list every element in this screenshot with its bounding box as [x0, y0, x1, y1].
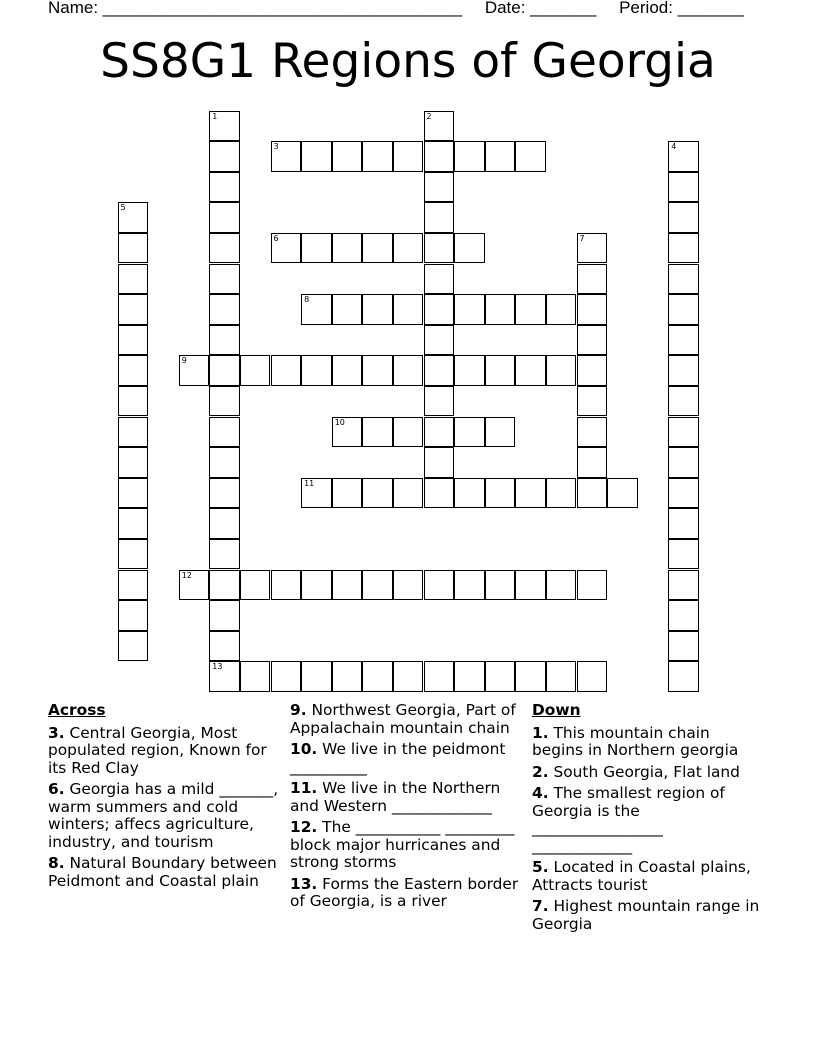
clue-down-4: 4. The smallest region of Georgia is the _________________ _____________ — [532, 784, 725, 855]
grid-cell[interactable] — [485, 355, 516, 386]
grid-cell[interactable] — [209, 478, 240, 509]
clue-number: 1 — [212, 111, 218, 121]
grid-cell[interactable] — [485, 141, 516, 172]
grid-cell[interactable] — [118, 539, 149, 570]
grid-cell[interactable] — [332, 570, 363, 601]
grid-cell[interactable] — [271, 661, 302, 692]
grid-cell[interactable] — [485, 417, 516, 448]
grid-cell[interactable] — [668, 202, 699, 233]
grid-cell[interactable] — [515, 355, 546, 386]
grid-cell[interactable] — [118, 508, 149, 539]
grid-cell[interactable] — [577, 325, 608, 356]
grid-cell[interactable] — [362, 478, 393, 509]
clue-number: 8 — [304, 295, 310, 305]
grid-cell[interactable] — [577, 233, 608, 264]
grid-cell[interactable] — [424, 386, 455, 417]
grid-cell[interactable] — [271, 570, 302, 601]
grid-cell[interactable] — [577, 417, 608, 448]
clue-across-8: 8. Natural Boundary between Peidmont and Coastal plain — [48, 854, 277, 890]
grid-cell[interactable] — [332, 417, 363, 448]
grid-cell[interactable] — [118, 386, 149, 417]
grid-cell[interactable] — [179, 355, 210, 386]
grid-cell[interactable] — [209, 570, 240, 601]
grid-cell[interactable] — [362, 141, 393, 172]
grid-cell[interactable] — [209, 631, 240, 662]
grid-cell[interactable] — [424, 264, 455, 295]
grid-cell[interactable] — [362, 417, 393, 448]
grid-cell[interactable] — [546, 294, 577, 325]
grid-cell[interactable] — [301, 141, 332, 172]
grid-cell[interactable] — [209, 355, 240, 386]
clue-across-6: 6. Georgia has a mild _______, warm summers and cold winters; affecs agriculture, industry, and tourism — [48, 780, 279, 851]
grid-cell[interactable] — [301, 661, 332, 692]
clue-number: 9 — [181, 356, 187, 366]
grid-cell[interactable] — [209, 447, 240, 478]
clue-number: 10 — [334, 417, 345, 427]
grid-cell[interactable] — [332, 355, 363, 386]
page-title: SS8G1 Regions of Georgia — [100, 34, 716, 89]
grid-cell[interactable] — [668, 478, 699, 509]
grid-cell[interactable] — [546, 570, 577, 601]
grid-cell[interactable] — [118, 631, 149, 662]
grid-cell[interactable] — [424, 478, 455, 509]
down-heading: Down — [532, 701, 581, 719]
grid-cell[interactable] — [362, 294, 393, 325]
grid-cell[interactable] — [301, 233, 332, 264]
grid-cell[interactable] — [362, 355, 393, 386]
grid-cell[interactable] — [668, 447, 699, 478]
grid-cell[interactable] — [515, 661, 546, 692]
grid-cell[interactable] — [393, 294, 424, 325]
clue-across-3: 3. Central Georgia, Most populated region, Known for its Red Clay — [48, 723, 267, 777]
grid-cell[interactable] — [668, 294, 699, 325]
clue-across-13: 13. Forms the Eastern border of Georgia, is a river — [290, 874, 519, 910]
grid-cell[interactable] — [362, 233, 393, 264]
down-clues-column — [532, 702, 764, 937]
clue-number: 12 — [181, 570, 192, 580]
grid-cell[interactable] — [424, 417, 455, 448]
grid-cell[interactable] — [668, 233, 699, 264]
grid-cell[interactable] — [668, 355, 699, 386]
grid-cell[interactable] — [668, 508, 699, 539]
grid-cell[interactable] — [485, 661, 516, 692]
grid-cell[interactable] — [118, 233, 149, 264]
grid-cell[interactable] — [454, 141, 485, 172]
grid-cell[interactable] — [332, 233, 363, 264]
grid-cell[interactable] — [668, 141, 699, 172]
grid-cell[interactable] — [668, 570, 699, 601]
grid-cell[interactable] — [301, 355, 332, 386]
period-field-label[interactable]: Period: _______ — [619, 0, 744, 17]
grid-cell[interactable] — [607, 478, 638, 509]
grid-cell[interactable] — [424, 447, 455, 478]
grid-cell[interactable] — [424, 661, 455, 692]
grid-cell[interactable] — [668, 600, 699, 631]
grid-cell[interactable] — [668, 386, 699, 417]
clue-number: 7 — [579, 233, 585, 243]
grid-cell[interactable] — [515, 294, 546, 325]
across-clues-column-2 — [290, 702, 522, 915]
grid-cell[interactable] — [424, 202, 455, 233]
grid-cell[interactable] — [240, 355, 271, 386]
grid-cell[interactable] — [209, 233, 240, 264]
grid-cell[interactable] — [332, 661, 363, 692]
grid-cell[interactable] — [485, 478, 516, 509]
grid-cell[interactable] — [209, 539, 240, 570]
clue-number: 11 — [304, 478, 315, 488]
grid-cell[interactable] — [515, 478, 546, 509]
grid-cell[interactable] — [118, 325, 149, 356]
grid-cell[interactable] — [668, 661, 699, 692]
grid-cell[interactable] — [424, 325, 455, 356]
grid-cell[interactable] — [118, 202, 149, 233]
grid-cell[interactable] — [362, 570, 393, 601]
grid-cell[interactable] — [393, 661, 424, 692]
grid-cell[interactable] — [209, 661, 240, 692]
grid-cell[interactable] — [577, 355, 608, 386]
clue-across-10: 10. We live in the peidmont __________ — [290, 740, 506, 776]
grid-cell[interactable] — [668, 417, 699, 448]
grid-cell[interactable] — [424, 233, 455, 264]
grid-cell[interactable] — [577, 661, 608, 692]
grid-cell[interactable] — [118, 600, 149, 631]
grid-cell[interactable] — [515, 141, 546, 172]
grid-cell[interactable] — [393, 417, 424, 448]
grid-cell[interactable] — [332, 478, 363, 509]
grid-cell[interactable] — [393, 355, 424, 386]
grid-cell[interactable] — [179, 570, 210, 601]
clue-number: 6 — [273, 233, 279, 243]
clue-number: 3 — [273, 142, 279, 152]
grid-cell[interactable] — [546, 478, 577, 509]
grid-cell[interactable] — [209, 111, 240, 142]
clue-across-11: 11. We live in the Northern and Western _____________ — [290, 779, 501, 815]
grid-cell[interactable] — [209, 417, 240, 448]
clue-down-2: 2. South Georgia, Flat land — [532, 762, 740, 781]
grid-cell[interactable] — [209, 294, 240, 325]
grid-cell[interactable] — [454, 355, 485, 386]
grid-cell[interactable] — [577, 447, 608, 478]
grid-cell[interactable] — [240, 570, 271, 601]
grid-cell[interactable] — [393, 570, 424, 601]
grid-cell[interactable] — [118, 478, 149, 509]
grid-cell[interactable] — [668, 264, 699, 295]
grid-cell[interactable] — [209, 508, 240, 539]
grid-cell[interactable] — [668, 172, 699, 203]
grid-cell[interactable] — [118, 355, 149, 386]
grid-cell[interactable] — [515, 570, 546, 601]
grid-cell[interactable] — [577, 386, 608, 417]
name-field-label[interactable]: Name: ______________________________________ — [48, 0, 463, 17]
grid-cell[interactable] — [454, 417, 485, 448]
clue-down-5: 5. Located in Coastal plains, Attracts tourist — [532, 858, 751, 894]
grid-cell[interactable] — [301, 294, 332, 325]
grid-cell[interactable] — [209, 172, 240, 203]
date-field-label[interactable]: Date: _______ — [484, 0, 597, 17]
grid-cell[interactable] — [546, 661, 577, 692]
grid-cell[interactable] — [209, 600, 240, 631]
grid-cell[interactable] — [118, 417, 149, 448]
grid-cell[interactable] — [454, 294, 485, 325]
grid-cell[interactable] — [393, 478, 424, 509]
grid-cell[interactable] — [577, 478, 608, 509]
clue-number: 5 — [120, 203, 126, 213]
grid-cell[interactable] — [209, 202, 240, 233]
grid-cell[interactable] — [332, 294, 363, 325]
grid-cell[interactable] — [118, 447, 149, 478]
grid-cell[interactable] — [209, 141, 240, 172]
grid-cell[interactable] — [271, 141, 302, 172]
grid-cell[interactable] — [424, 111, 455, 142]
grid-cell[interactable] — [424, 294, 455, 325]
grid-cell[interactable] — [301, 570, 332, 601]
grid-cell[interactable] — [485, 294, 516, 325]
grid-cell[interactable] — [577, 294, 608, 325]
across-clues-column-1 — [48, 702, 280, 894]
grid-cell[interactable] — [332, 141, 363, 172]
clue-number: 2 — [426, 111, 432, 121]
grid-cell[interactable] — [454, 233, 485, 264]
grid-cell[interactable] — [485, 570, 516, 601]
grid-cell[interactable] — [454, 570, 485, 601]
grid-cell[interactable] — [393, 141, 424, 172]
clue-across-12: 12. The ___________ _________ block major hurricanes and strong storms — [290, 818, 515, 871]
grid-cell[interactable] — [271, 355, 302, 386]
grid-cell[interactable] — [577, 264, 608, 295]
grid-cell[interactable] — [577, 570, 608, 601]
clue-across-9: 9. Northwest Georgia, Part of Appalachain mountain chain — [290, 701, 516, 737]
grid-cell[interactable] — [118, 570, 149, 601]
grid-cell[interactable] — [271, 233, 302, 264]
grid-cell[interactable] — [393, 233, 424, 264]
across-heading: Across — [48, 701, 106, 719]
clue-number: 4 — [671, 142, 677, 152]
grid-cell[interactable] — [424, 355, 455, 386]
grid-cell[interactable] — [424, 570, 455, 601]
grid-cell[interactable] — [668, 631, 699, 662]
clue-down-7: 7. Highest mountain range in Georgia — [532, 897, 760, 933]
grid-cell[interactable] — [454, 478, 485, 509]
grid-cell[interactable] — [362, 661, 393, 692]
grid-cell[interactable] — [240, 661, 271, 692]
grid-cell[interactable] — [546, 355, 577, 386]
clue-number: 13 — [212, 662, 223, 672]
grid-cell[interactable] — [301, 478, 332, 509]
grid-cell[interactable] — [118, 294, 149, 325]
grid-cell[interactable] — [668, 539, 699, 570]
grid-cell[interactable] — [209, 386, 240, 417]
grid-cell[interactable] — [118, 264, 149, 295]
grid-cell[interactable] — [668, 325, 699, 356]
grid-cell[interactable] — [209, 325, 240, 356]
clue-down-1: 1. This mountain chain begins in Northern georgia — [532, 723, 739, 759]
grid-cell[interactable] — [424, 172, 455, 203]
grid-cell[interactable] — [454, 661, 485, 692]
grid-cell[interactable] — [424, 141, 455, 172]
grid-cell[interactable] — [209, 264, 240, 295]
